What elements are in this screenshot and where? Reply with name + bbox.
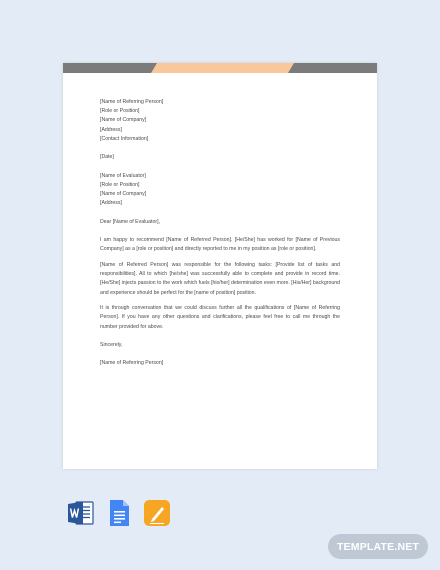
- paragraph-recommendation: I am happy to recommend [Name of Referred Person]. [He/She] has worked for [Name of Previous Company] as a [role or position] and directly reported to me in my position as [role or position].: [100, 236, 340, 253]
- signature: [Name of Referring Person]: [100, 360, 164, 367]
- recipient-address: [Address]: [100, 200, 122, 207]
- recipient-name: [Name of Evaluator]: [100, 172, 146, 179]
- salutation: Dear [Name of Evaluator],: [100, 218, 160, 225]
- recipient-role: [Role or Position]: [100, 181, 140, 188]
- recipient-company: [Name of Company]: [100, 191, 147, 197]
- brand-label: TEMPLATE.NET: [336, 540, 420, 553]
- word-icon[interactable]: [67, 499, 95, 527]
- template-net-badge[interactable]: [328, 534, 428, 559]
- closing: Sincerely,: [100, 342, 123, 348]
- letter-date: [Date]: [100, 154, 114, 161]
- letter-body: [100, 98, 340, 369]
- sender-role: [Role or Position]: [100, 108, 140, 115]
- google-docs-icon[interactable]: [105, 499, 133, 527]
- sender-company: [Name of Company]: [100, 117, 147, 124]
- paragraph-closing-remarks: It is through conversation that we could discuss further all the qualifications of [Name of Referring Person]. If you have any other questions and clarifications, please feel free to call me through the number provided for above.: [100, 305, 340, 330]
- sender-address: [Address]: [100, 126, 122, 133]
- header-banner: [63, 63, 377, 73]
- sender-name: [Name of Referring Person]: [100, 99, 164, 105]
- paragraph-responsibilities: [Name of Referred Person] was responsible for the following tasks: [Provide list of tasks and responsibilities]. All to which [he/she] was successfully able to complete and provide in record time. [He/She] injects passion to the work which fuels [his/her] determination even more. [His/Her] background and experience should be perfect for the [name of position] position.: [100, 261, 340, 296]
- sender-contact: [Contact Information]: [100, 135, 149, 142]
- pages-icon[interactable]: [143, 499, 171, 527]
- format-icons: [67, 499, 171, 527]
- document-page: [63, 63, 377, 469]
